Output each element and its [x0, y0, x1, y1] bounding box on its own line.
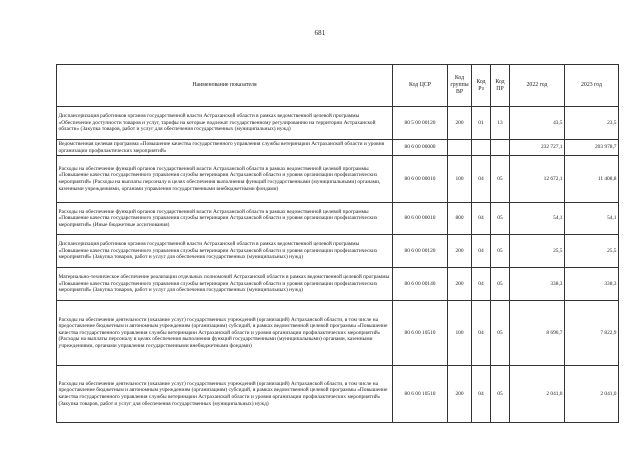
row-2022: 54,1 — [510, 203, 565, 235]
row-vr: 100 — [448, 301, 472, 366]
header-rz: Код Рз — [472, 65, 491, 107]
row-2023: 25,5 — [565, 235, 619, 268]
row-2022: 338,3 — [510, 268, 565, 301]
row-rz: 04 — [472, 268, 491, 301]
row-csr: 80 6 00 00000 — [393, 140, 448, 156]
header-2023: 2023 год — [565, 65, 619, 107]
row-rz: 04 — [472, 366, 491, 423]
row-csr: 80 6 00 10510 — [393, 301, 448, 366]
row-pr: 13 — [491, 107, 510, 140]
row-name: Расходы на обеспечение функций органов государственной власти Астраханской области в рамках ведомственной целевой программы «Повышение качества государственного управления службы ветеринарии Астраханской области и уровня организации профилактических мероприятий» (Иные бюджетные ассигнования) — [57, 203, 393, 235]
row-vr: 200 — [448, 107, 472, 140]
row-rz: 01 — [472, 107, 491, 140]
row-name: Диспансеризация работников органов государственной власти Астраханской области в рамках ведомственной целевой программы «Повышение качества государственного управления службы ветеринарии Астраханской области и уровня организации профилактических мероприятий» (Закупка товаров, работ и услуг для обеспечения государственных (муниципальных) нужд) — [57, 235, 393, 268]
row-csr: 80 6 00 00140 — [393, 268, 448, 301]
table-row — [57, 107, 619, 140]
row-rz: 04 — [472, 156, 491, 203]
row-vr: 100 — [448, 156, 472, 203]
table-row — [57, 203, 619, 235]
header-csr: Код ЦСР — [393, 65, 448, 107]
row-rz — [472, 140, 491, 156]
row-vr: 200 — [448, 268, 472, 301]
row-csr: 80 6 00 00120 — [393, 235, 448, 268]
row-pr: 05 — [491, 203, 510, 235]
header-vr: Код группы ВР — [448, 65, 472, 107]
row-rz: 04 — [472, 301, 491, 366]
row-2022: 2 041,0 — [510, 366, 565, 423]
row-2023: 338,3 — [565, 268, 619, 301]
row-2022: 12 672,1 — [510, 156, 565, 203]
row-pr: 05 — [491, 301, 510, 366]
row-name: Диспансеризация работников органов государственной власти Астраханской области в рамках ведомственной целевой программы «Обеспечение доступности товаров и услуг, тарифы на которые подлежат государственному регулированию на территории Астраханской области» (Закупка товаров, работ и услуг для обеспечения государственных (муниципальных) нужд) — [57, 107, 393, 140]
row-name: Материально-техническое обеспечение реализации отдельных полномочий Астраханской области в рамках ведомственной целевой программы «Повышение качества государственного управления службы ветеринарии Астраханской области и уровня организации профилактических мероприятий» (Закупка товаров, работ и услуг для обеспечения государственных (муниципальных) нужд) — [57, 268, 393, 301]
header-2022: 2022 год — [510, 65, 565, 107]
row-2023: 23,5 — [565, 107, 619, 140]
table-row — [57, 235, 619, 268]
table-row — [57, 301, 619, 366]
row-pr — [491, 140, 510, 156]
row-pr: 05 — [491, 366, 510, 423]
row-name: Ведомственная целевая программа «Повышение качества государственного управления службы ветеринарии Астраханской области и уровня организации профилактических мероприятий» — [57, 140, 393, 156]
row-pr: 05 — [491, 235, 510, 268]
row-vr: 200 — [448, 235, 472, 268]
row-2023: 54,1 — [565, 203, 619, 235]
row-2023: 7 822,9 — [565, 301, 619, 366]
row-name: Расходы на обеспечение функций органов государственной власти Астраханской области в рамках ведомственной целевой программы «Повышение качества государственного управления службы ветеринарии Астраханской области и уровня организации профилактических мероприятий» (Расходы на выплаты персоналу в целях обеспечения выполнения функций государственными (муниципальными) органами, казенными учреждениями, органами управления государственными внебюджетными фондами) — [57, 156, 393, 203]
row-name: Расходы на обеспечение деятельности (оказание услуг) государственных учреждений (организаций) Астраханской области, в том числе на предоставление бюджетным и автономным учреждениям (организациям) субсидий, в рамках ведомственной целевой программы «Повышение качества государственного управления службы ветеринарии Астраханской области и уровня организации профилактических мероприятий» (Расходы на выплаты персоналу в целях обеспечения выполнения функций государственными (муниципальными) органами, казенными учреждениями, органами управления государственными внебюджетными фондами) — [57, 301, 393, 366]
row-vr — [448, 140, 472, 156]
row-2023: 203 978,7 — [565, 140, 619, 156]
row-2022: 25,5 — [510, 235, 565, 268]
header-pr: Код ПР — [491, 65, 510, 107]
row-vr: 800 — [448, 203, 472, 235]
table-row — [57, 140, 619, 156]
row-2022: 43,5 — [510, 107, 565, 140]
row-2023: 11 408,8 — [565, 156, 619, 203]
row-pr: 05 — [491, 156, 510, 203]
header-name: Наименование показателя — [57, 65, 393, 107]
row-2023: 2 041,0 — [565, 366, 619, 423]
row-csr: 80 6 00 10510 — [393, 366, 448, 423]
table-row — [57, 268, 619, 301]
row-2022: 232 727,1 — [510, 140, 565, 156]
row-name: Расходы на обеспечение деятельности (оказание услуг) государственных учреждений (организаций) Астраханской области, в том числе на предоставление бюджетным и автономным учреждениям (организациям) субсидий, в рамках ведомственной целевой программы «Повышение качества государственного управления службы ветеринарии Астраханской области и уровня организации профилактических мероприятий» (Закупка товаров, работ и услуг для обеспечения государственных (муниципальных) нужд) — [57, 366, 393, 423]
row-csr: 80 6 00 00010 — [393, 156, 448, 203]
row-rz: 04 — [472, 203, 491, 235]
budget-table — [56, 64, 619, 423]
table-row — [57, 366, 619, 423]
table-row — [57, 156, 619, 203]
table-header-row — [57, 65, 619, 107]
row-2022: 8 690,7 — [510, 301, 565, 366]
row-pr: 05 — [491, 268, 510, 301]
row-csr: 80 6 00 00010 — [393, 203, 448, 235]
row-rz: 04 — [472, 235, 491, 268]
row-vr: 200 — [448, 366, 472, 423]
row-csr: 80 5 00 00120 — [393, 107, 448, 140]
page-number: 681 — [314, 29, 326, 37]
